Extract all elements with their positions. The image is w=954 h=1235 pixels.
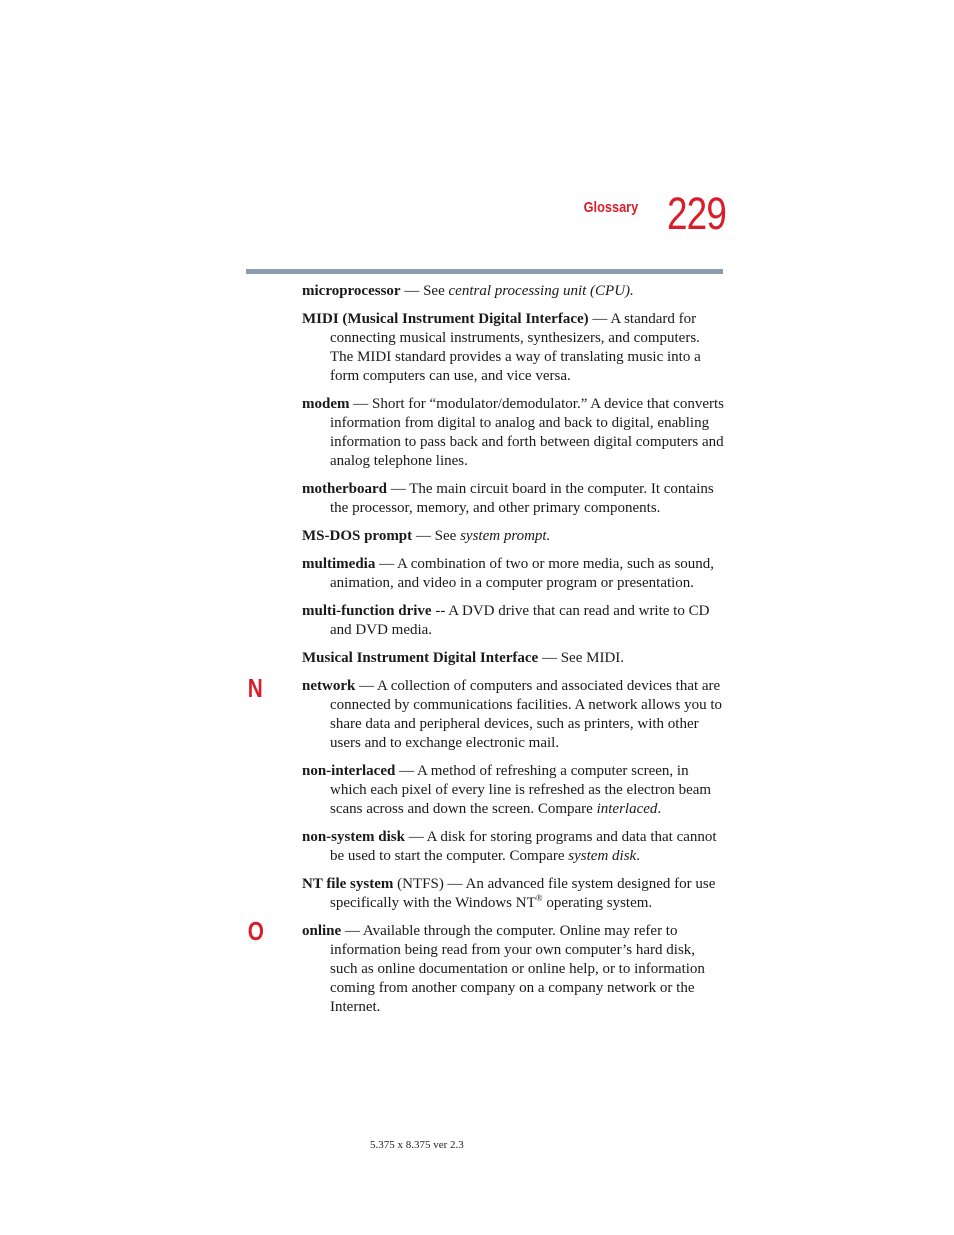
cross-ref: interlaced xyxy=(596,801,658,817)
term: motherboard xyxy=(302,481,387,497)
term: modem xyxy=(302,396,350,412)
glossary-entry: Musical Instrument Digital Interface — See MIDI. xyxy=(302,650,625,666)
term: Musical Instrument Digital Interface xyxy=(302,650,539,666)
glossary-entry: non-interlaced — A method of refreshing a computer screen, in which each pixel of every line is refreshed as the electron beam scans across and down the screen. Compare interlaced. xyxy=(302,763,712,817)
term: microprocessor xyxy=(302,283,401,299)
glossary-entry: network — A collection of computers and associated devices that are connected by communications facilities. A network allows you to share data and peripheral devices, such as printers, with other users and to exchange electronic mail. xyxy=(302,678,722,751)
cross-ref: system prompt xyxy=(460,528,547,544)
glossary-entry: MIDI (Musical Instrument Digital Interface) — A standard for connecting musical instruments, synthesizers, and computers. The MIDI standard provides a way of translating music into a form computers can use, and vice versa. xyxy=(302,311,701,384)
header-rule xyxy=(246,269,723,274)
term: online xyxy=(302,923,342,939)
registered-mark: ® xyxy=(535,893,543,903)
page-number: 229 xyxy=(666,188,726,239)
term: NT file system xyxy=(302,876,394,892)
letter-marker-n: N xyxy=(247,673,263,703)
cross-ref: system disk xyxy=(568,848,637,864)
term: multi-function drive xyxy=(302,603,432,619)
term: non-interlaced xyxy=(302,763,396,779)
glossary-entry: motherboard — The main circuit board in the computer. It contains the processor, memory, and other primary components. xyxy=(302,481,714,516)
glossary-entry: multi-function drive -- A DVD drive that can read and write to CD and DVD media. xyxy=(302,603,710,638)
term: multimedia xyxy=(302,556,376,572)
glossary-entry: non-system disk — A disk for storing programs and data that cannot be used to start the computer. Compare system disk. xyxy=(302,829,717,864)
glossary-entry: modem — Short for “modulator/demodulator.” A device that converts information from digital to analog and back to digital, enabling information to pass back and forth between digital computers and analog telephone lines. xyxy=(302,396,724,469)
term: MS-DOS prompt xyxy=(302,528,413,544)
footer-note: 5.375 x 8.375 ver 2.3 xyxy=(370,1139,464,1151)
letter-marker-o: O xyxy=(247,916,264,946)
term: network xyxy=(302,678,356,694)
glossary-entry: NT file system (NTFS) — An advanced file system designed for use specifically with the Windows NT® operating system. xyxy=(302,876,716,911)
glossary-entry: online — Available through the computer. Online may refer to information being read from your own computer’s hard disk, such as online documentation or online help, or to information coming from another company on a company network or the Internet. xyxy=(302,923,705,1015)
glossary-entry: multimedia — A combination of two or more media, such as sound, animation, and video in a computer program or presentation. xyxy=(302,556,715,591)
cross-ref: central processing unit (CPU) xyxy=(448,283,631,299)
glossary-list xyxy=(302,282,724,1026)
glossary-entry: microprocessor — See central processing unit (CPU). xyxy=(302,283,634,299)
section-title: Glossary xyxy=(583,199,638,216)
term: MIDI xyxy=(302,311,339,327)
glossary-entry: MS-DOS prompt — See system prompt. xyxy=(302,528,551,544)
term: non-system disk xyxy=(302,829,405,845)
